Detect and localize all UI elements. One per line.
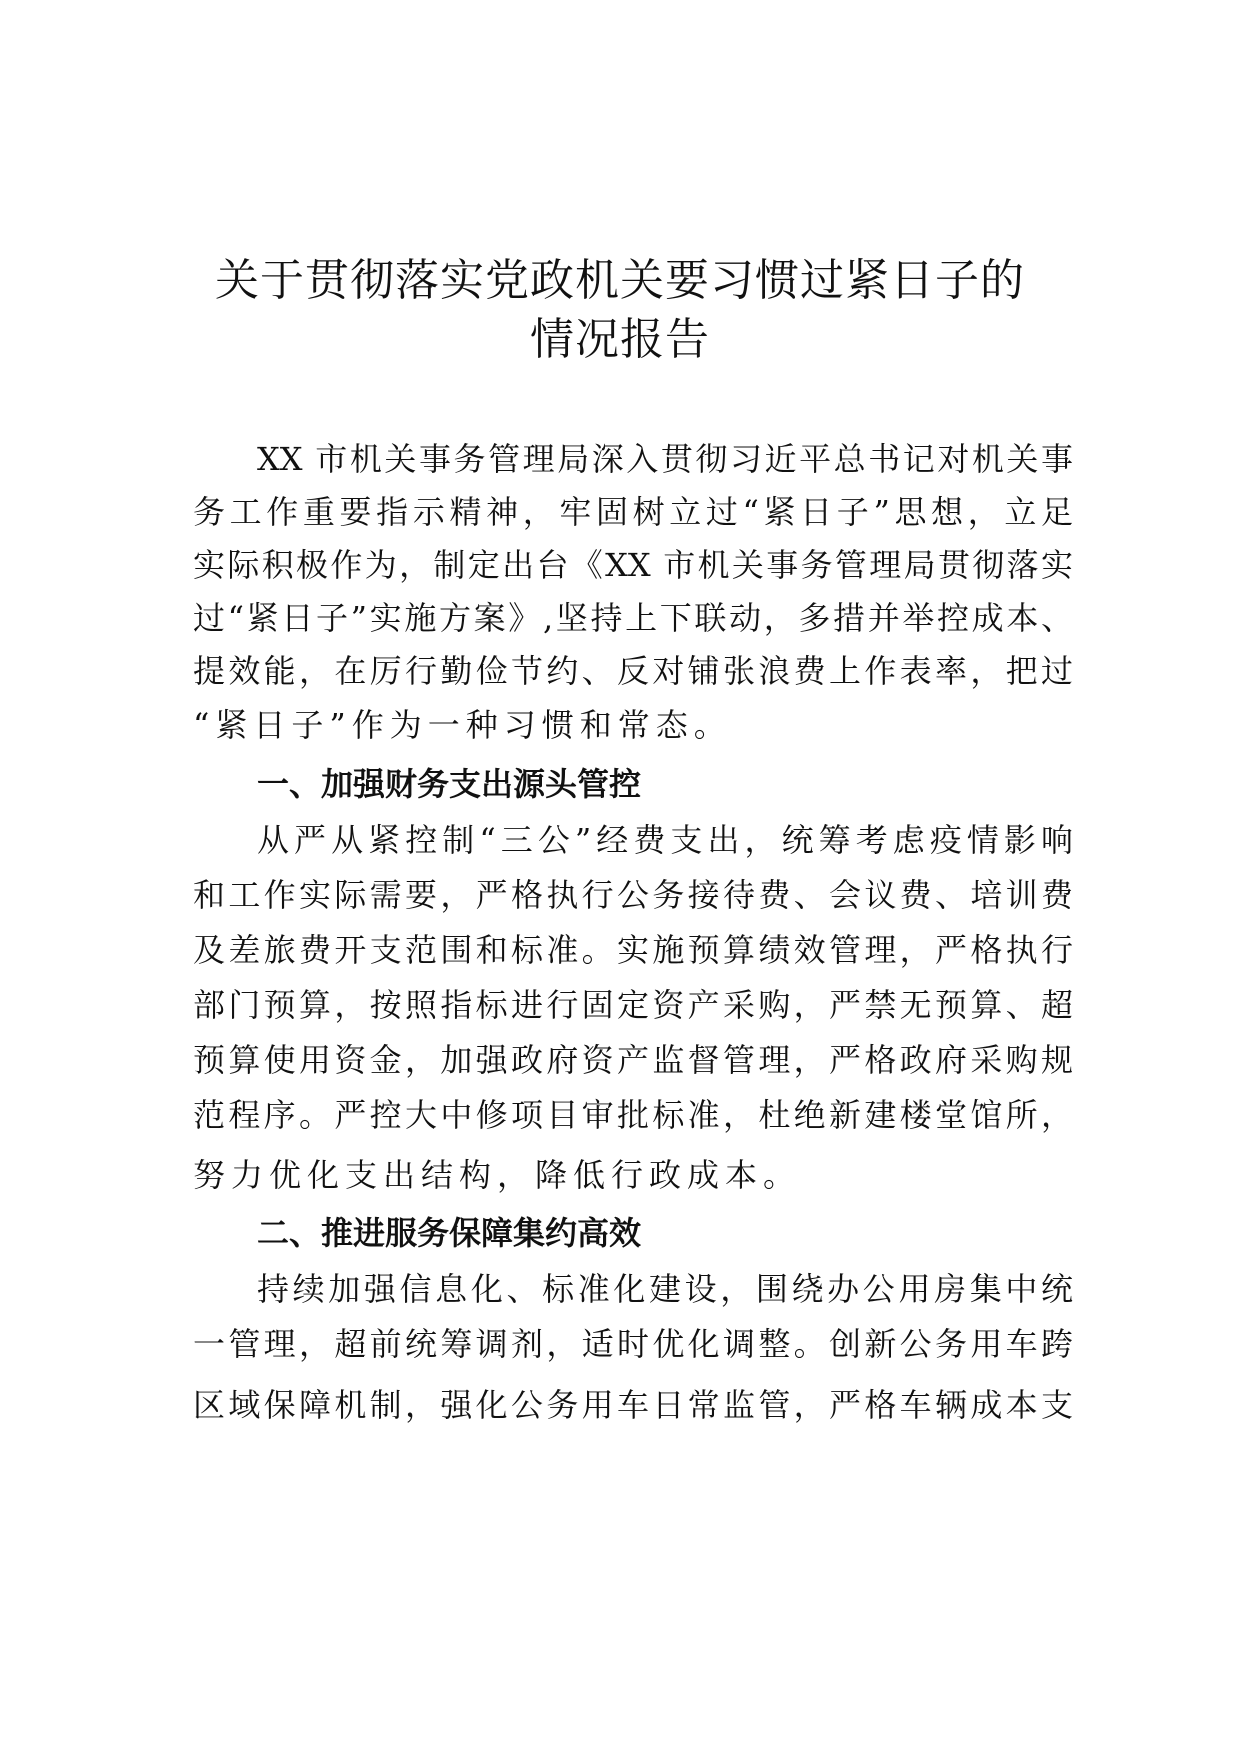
paragraph-line: 实际积极作为，制定出台《XX 市机关事务管理局贯彻落实 (193, 546, 1073, 584)
paragraph-line: 及差旅费开支范围和标准。实施预算绩效管理，严格执行 (193, 931, 1073, 969)
section-heading-2: 二、推进服务保障集约高效 (257, 1214, 642, 1252)
document-title-line-2: 情况报告 (530, 314, 710, 365)
paragraph-line: 范程序。严控大中修项目审批标准，杜绝新建楼堂馆所， (193, 1096, 1073, 1134)
paragraph-line: 务工作重要指示精神，牢固树立过“紧日子”思想，立足 (193, 493, 1073, 531)
paragraph-line: “紧日子”作为一种习惯和常态。 (193, 706, 732, 744)
paragraph-line: 部门预算，按照指标进行固定资产采购，严禁无预算、超 (193, 986, 1073, 1024)
paragraph-line: 过“紧日子”实施方案》,坚持上下联动，多措并举控成本、 (193, 599, 1073, 637)
paragraph-line: XX 市机关事务管理局深入贯彻习近平总书记对机关事 (257, 440, 1073, 478)
paragraph-line: 一管理，超前统筹调剂，适时优化调整。创新公务用车跨 (193, 1325, 1073, 1363)
paragraph-line: 从严从紧控制“三公”经费支出，统筹考虑疫情影响 (257, 821, 1073, 859)
paragraph-line: 预算使用资金，加强政府资产监督管理，严格政府采购规 (193, 1041, 1073, 1079)
paragraph-line: 和工作实际需要，严格执行公务接待费、会议费、培训费 (193, 876, 1073, 914)
section-heading-1: 一、加强财务支出源头管控 (257, 765, 642, 803)
paragraph-line: 努力优化支出结构，降低行政成本。 (193, 1156, 802, 1194)
paragraph-line: 持续加强信息化、标准化建设，围绕办公用房集中统 (257, 1270, 1073, 1308)
paragraph-line: 区域保障机制，强化公务用车日常监管，严格车辆成本支 (193, 1386, 1073, 1424)
document-title-line-1: 关于贯彻落实党政机关要习惯过紧日子的 (215, 255, 1025, 306)
paragraph-line: 提效能，在厉行勤俭节约、反对铺张浪费上作表率，把过 (193, 652, 1073, 690)
